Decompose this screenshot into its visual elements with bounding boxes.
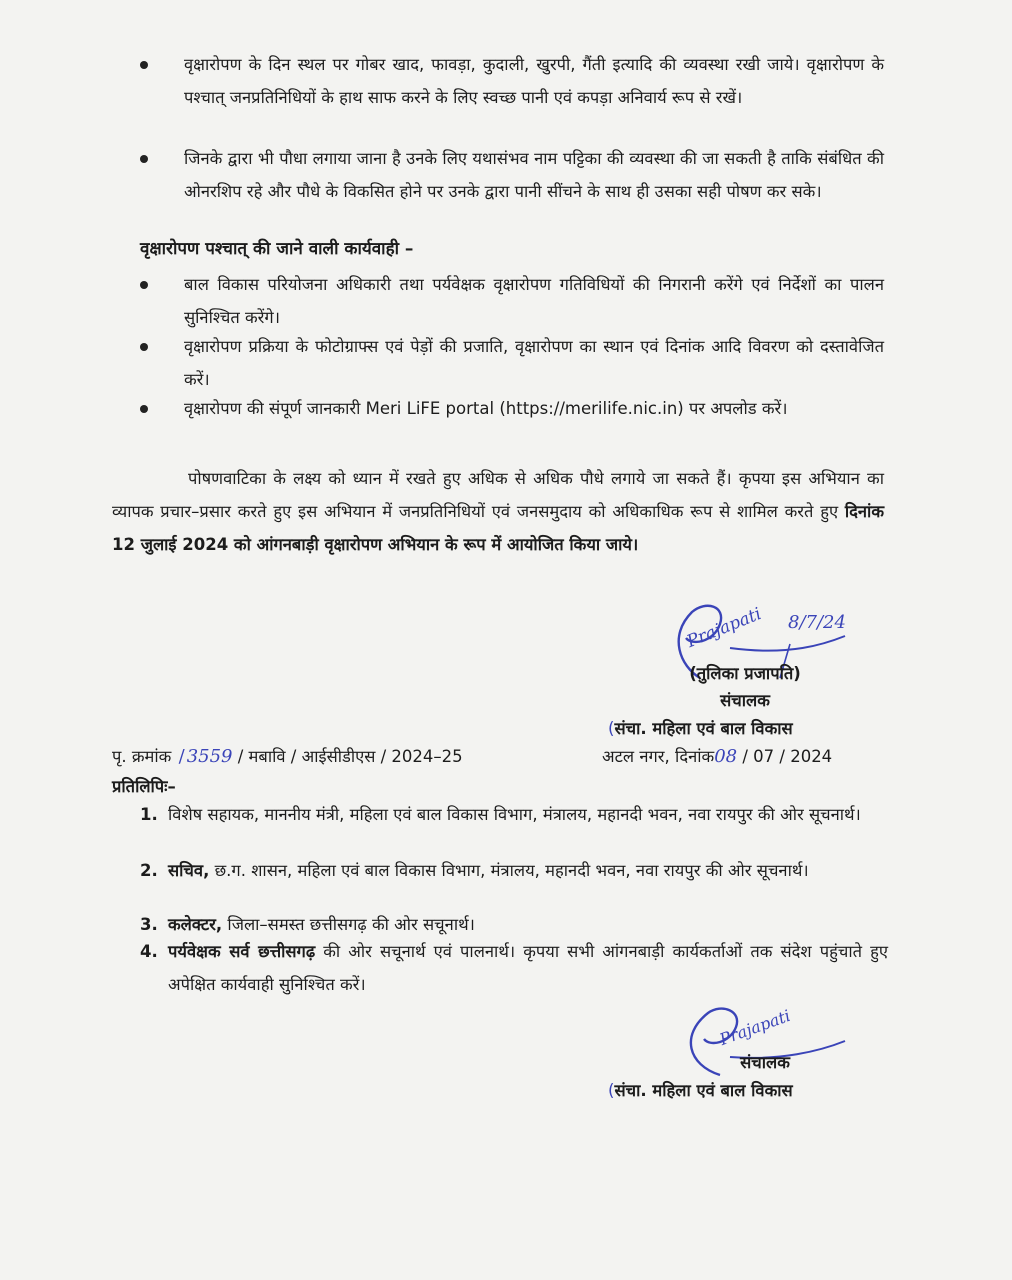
- bullet-item: [140, 48, 884, 114]
- bullet-dot: [140, 343, 148, 351]
- bullet-text: वृक्षारोपण के दिन स्थल पर गोबर खाद, फावड़ा, कुदाली, खुरपी, गैंती इत्यादि की व्यवस्था रखी जाये। वृक्षारोपण के पश्चात् जनप्रतिनिधियों के हाथ साफ करने के लिए स्वच्छ पानी एवं कपड़ा अनिवार्य रूप से रखें।: [184, 55, 884, 107]
- place-date: अटल नगर, दिनांक08 / 07 / 2024: [602, 746, 833, 767]
- bullet-item: [140, 330, 884, 396]
- bullet-dot: [140, 281, 148, 289]
- copy-to-item: 3. कलेक्टर, जिला–समस्त छत्तीसगढ़ की ओर सचूनार्थ।: [140, 915, 475, 934]
- copy-to-heading: प्रतिलिपिः–: [112, 777, 176, 796]
- signature-1-name: Prajapati: [684, 604, 765, 652]
- bullet-text: वृक्षारोपण की संपूर्ण जानकारी Meri LiFE portal (https://merilife.nic.in) पर अपलोड करें।: [184, 399, 788, 418]
- bullet-item: [140, 268, 884, 334]
- signatory-name: (तुलिका प्रजापति): [689, 664, 801, 683]
- bullet-text: बाल विकास परियोजना अधिकारी तथा पर्यवेक्षक वृक्षारोपण गतिविधियों की निगरानी करेंगे एवं निर्देशों का पालन सुनिश्चित करेंगे।: [184, 275, 884, 327]
- reference-number: पृ. क्रमांक / 3559 / मबावि / आईसीडीएस / 2024–25: [112, 746, 463, 767]
- bullet-text: वृक्षारोपण प्रक्रिया के फोटोग्राफ्स एवं पेड़ों की प्रजाति, वृक्षारोपण का स्थान एवं दिनांक आदि विवरण को दस्तावेजित करें।: [184, 337, 884, 389]
- paragraph-bold-text: दिनांक 12 जुलाई 2024 को आंगनबाड़ी वृक्षारोपण अभियान के रूप में आयोजित किया जाये।: [112, 502, 884, 554]
- signatory-office-2: (संचा. महिला एवं बाल विकास: [608, 1081, 793, 1100]
- copy-to-item: 2. सचिव, छ.ग. शासन, महिला एवं बाल विकास विभाग, मंत्रालय, महानदी भवन, नवा रायपुर की ओर सूचनार्थ।: [140, 861, 809, 880]
- bullet-item: [140, 142, 884, 208]
- handwritten-number: 3559: [186, 746, 233, 767]
- bullet-text: जिनके द्वारा भी पौधा लगाया जाना है उनके लिए यथासंभव नाम पट्टिका की व्यवस्था की जा सकती है ताकि संबंधित की ओनरशिप रहे और पौधे के विकसित होने पर उनके द्वारा पानी सींचने के साथ ही उसका सही पोषण कर सके।: [184, 149, 884, 201]
- paragraph-text: पोषणवाटिका के लक्ष्य को ध्यान में रखते हुए अधिक से अधिक पौधे लगाये जा सकते हैं। कृपया इस अभियान का व्यापक प्रचार–प्रसार करते हुए इस अभियान में जनप्रतिनिधियों एवं जनसमुदाय को अधिकाधिक रूप से शामिल करते हुए: [112, 469, 884, 521]
- copy-to-item: 4. पर्यवेक्षक सर्व छत्तीसगढ़ की ओर सचूनार्थ एवं पालनार्थ। कृपया सभी आंगनबाड़ी कार्यकर्ताओं तक संदेश पहुंचाते हुए अपेक्षित कार्यवाही सुनिश्चित करें।: [140, 942, 888, 994]
- signatory-designation-2: संचालक: [740, 1053, 790, 1072]
- section-heading: वृक्षारोपण पश्चात् की जाने वाली कार्यवाही –: [140, 239, 414, 259]
- bullet-item: [140, 392, 884, 425]
- signatory-designation: संचालक: [720, 691, 770, 710]
- bullet-dot: [140, 155, 148, 163]
- bullet-dot: [140, 405, 148, 413]
- copy-to-item: 1. विशेष सहायक, माननीय मंत्री, महिला एवं बाल विकास विभाग, मंत्रालय, महानदी भवन, नवा रायपुर की ओर सूचनार्थ।: [140, 805, 861, 824]
- signature-1-date: 8/7/24: [788, 612, 846, 633]
- signatory-office: (संचा. महिला एवं बाल विकास: [608, 719, 793, 738]
- bullet-dot: [140, 61, 148, 69]
- main-paragraph: [112, 462, 884, 561]
- handwritten-day: 08: [714, 746, 738, 767]
- signature-2-name: Prajapati: [716, 1005, 793, 1050]
